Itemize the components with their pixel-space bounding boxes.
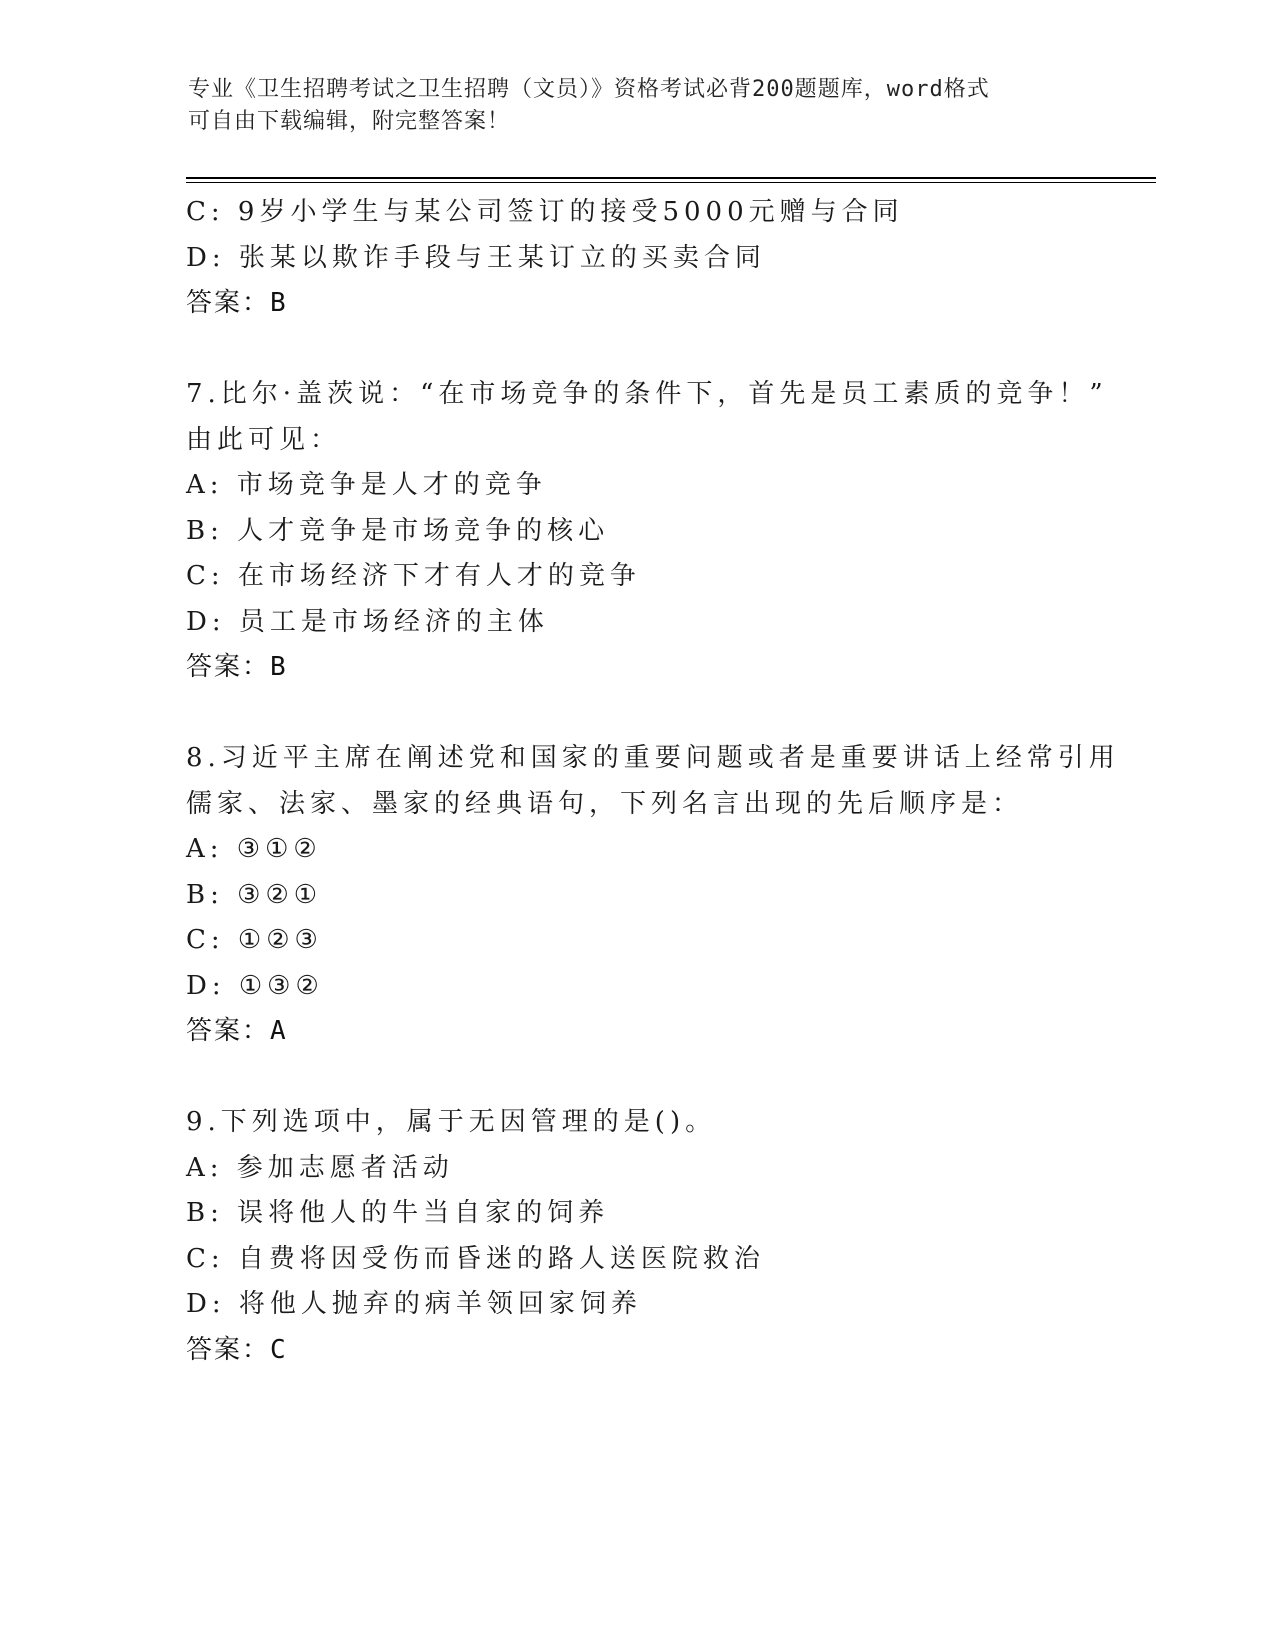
header-divider-thick (186, 177, 1156, 179)
option-b: B: 人才竞争是市场竞争的核心 (186, 515, 610, 546)
question-stem: 儒家、法家、墨家的经典语句，下列名言出现的先后顺序是： (186, 788, 1024, 819)
option-c: C: 在市场经济下才有人才的竞争 (186, 561, 641, 591)
question-6-continuation (186, 190, 1086, 327)
answer-label: 答案：A (186, 1016, 288, 1046)
option-b: B: 误将他人的牛当自家的饲养 (186, 1198, 610, 1228)
question-8 (186, 736, 1120, 1055)
option-d: D: 张某以欺诈手段与王某订立的买卖合同 (186, 242, 766, 273)
question-9 (186, 1100, 1086, 1373)
option-a: A: 参加志愿者活动 (186, 1152, 454, 1183)
header-title-line-1: 专业《卫生招聘考试之卫生招聘（文员）》资格考试必背200题题库，word格式 (188, 77, 990, 102)
answer-label: 答案：C (186, 1334, 288, 1365)
question-content (186, 190, 1120, 1373)
answer-label: 答案：B (186, 288, 288, 318)
option-c: C: 自费将因受伤而昏迷的路人送医院救治 (186, 1243, 765, 1274)
question-stem: 7.比尔·盖茨说：“在市场竞争的条件下，首先是员工素质的竞争！” (186, 379, 1108, 409)
answer-label: 答案：B (186, 652, 288, 682)
option-a: A: 市场竞争是人才的竞争 (186, 470, 547, 500)
option-c: C: ①②③ (186, 925, 323, 955)
option-d: D: 员工是市场经济的主体 (186, 606, 549, 637)
option-a: A: ③①② (186, 834, 322, 864)
option-b: B: ③②① (186, 879, 323, 910)
question-stem: 由此可见： (186, 424, 342, 455)
document-header (188, 74, 1088, 138)
option-d: D: 将他人抛弃的病羊领回家饲养 (186, 1289, 642, 1319)
header-title-line-2: 可自由下载编辑，附完整答案！ (188, 109, 511, 134)
option-d: D: ①③② (186, 970, 324, 1001)
question-stem: 8.习近平主席在阐述党和国家的重要问题或者是重要讲话上经常引用 (186, 743, 1120, 773)
question-7 (186, 372, 1108, 691)
option-c: C: 9岁小学生与某公司签订的接受5000元赠与合同 (186, 197, 904, 227)
question-stem: 9.下列选项中，属于无因管理的是()。 (186, 1107, 717, 1137)
header-divider-thin (186, 182, 1156, 183)
